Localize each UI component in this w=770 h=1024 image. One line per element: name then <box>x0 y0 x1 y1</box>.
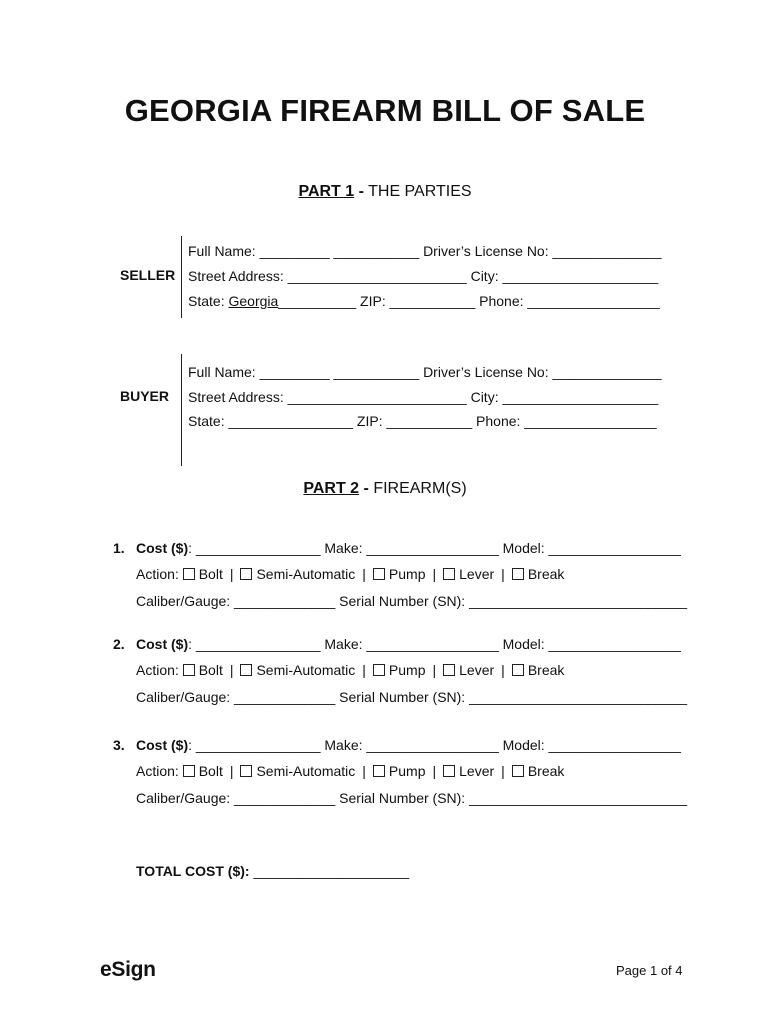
buyer-label: BUYER <box>120 388 170 404</box>
option-lever: Lever <box>459 566 495 582</box>
seller-state-line[interactable] <box>188 293 660 309</box>
cost-make-model-fields[interactable]: : ________________ Make: _________________ Model: _________________ <box>188 636 681 652</box>
option-pump: Pump <box>388 763 426 779</box>
option-pump: Pump <box>388 662 426 678</box>
cost-make-model-fields[interactable]: : ________________ Make: _________________ Model: _________________ <box>188 540 681 556</box>
part1-number: PART 1 <box>298 183 355 200</box>
buyer-name-line[interactable]: Full Name: _________ ___________ Driver’s License No: ______________ <box>188 364 662 380</box>
checkbox-bolt[interactable] <box>183 765 195 777</box>
separator: | <box>501 662 505 678</box>
checkbox-lever[interactable] <box>443 568 455 580</box>
firearm-cost-line[interactable] <box>136 540 681 556</box>
checkbox-lever[interactable] <box>443 664 455 676</box>
checkbox-semi-automatic[interactable] <box>240 664 252 676</box>
option-semi-automatic: Semi-Automatic <box>256 662 356 678</box>
firearm-action-line <box>136 763 564 779</box>
option-semi-automatic: Semi-Automatic <box>256 566 356 582</box>
buyer-address-line[interactable]: Street Address: _______________________ City: ____________________ <box>188 389 659 405</box>
checkbox-break[interactable] <box>512 664 524 676</box>
checkbox-bolt[interactable] <box>183 664 195 676</box>
total-cost-label: TOTAL COST ($): <box>136 863 250 879</box>
part2-dash: - <box>363 480 369 497</box>
checkbox-bolt[interactable] <box>183 568 195 580</box>
separator: | <box>229 566 234 582</box>
cost-label: Cost ($) <box>136 636 189 652</box>
option-bolt: Bolt <box>198 763 223 779</box>
seller-address-line[interactable]: Street Address: _______________________ City: ____________________ <box>188 268 659 284</box>
checkbox-semi-automatic[interactable] <box>240 568 252 580</box>
part2-heading <box>0 480 770 498</box>
separator: | <box>362 763 366 779</box>
separator: | <box>432 662 437 678</box>
part1-dash: - <box>358 183 364 200</box>
firearm-caliber-line[interactable]: Caliber/Gauge: _____________ Serial Number (SN): ____________________________ <box>136 790 688 806</box>
checkbox-pump[interactable] <box>373 765 385 777</box>
checkbox-pump[interactable] <box>373 568 385 580</box>
buyer-state-line[interactable]: State: ________________ ZIP: ___________ Phone: _________________ <box>188 413 657 429</box>
checkbox-semi-automatic[interactable] <box>240 765 252 777</box>
firearm-cost-line[interactable] <box>136 636 681 652</box>
option-bolt: Bolt <box>198 662 223 678</box>
esign-logo: eSign <box>100 958 156 981</box>
seller-state-value[interactable]: Georgia <box>228 293 279 309</box>
option-break: Break <box>527 566 565 582</box>
separator: | <box>432 763 437 779</box>
option-pump: Pump <box>388 566 426 582</box>
seller-name-line[interactable]: Full Name: _________ ___________ Driver’s License No: ______________ <box>188 243 662 259</box>
buyer-divider <box>181 354 182 466</box>
option-break: Break <box>527 662 565 678</box>
separator: | <box>432 566 437 582</box>
cost-label: Cost ($) <box>136 540 189 556</box>
checkbox-pump[interactable] <box>373 664 385 676</box>
option-lever: Lever <box>459 662 495 678</box>
seller-label: SELLER <box>120 267 176 283</box>
action-label: Action: <box>136 662 179 678</box>
part1-heading <box>0 183 770 201</box>
separator: | <box>229 763 234 779</box>
separator: | <box>229 662 234 678</box>
firearm-caliber-line[interactable]: Caliber/Gauge: _____________ Serial Number (SN): ____________________________ <box>136 593 688 609</box>
checkbox-break[interactable] <box>512 765 524 777</box>
firearm-action-line <box>136 566 564 582</box>
page-number: Page 1 of 4 <box>616 963 683 978</box>
cost-label: Cost ($) <box>136 737 189 753</box>
seller-state-prefix: State: <box>188 293 225 309</box>
part1-label: THE PARTIES <box>368 183 472 200</box>
separator: | <box>501 763 505 779</box>
action-label: Action: <box>136 763 179 779</box>
separator: | <box>501 566 505 582</box>
option-lever: Lever <box>459 763 495 779</box>
document-title: GEORGIA FIREARM BILL OF SALE <box>124 93 646 128</box>
action-label: Action: <box>136 566 179 582</box>
firearm-action-line <box>136 662 564 678</box>
firearm-number: 3. <box>113 737 125 753</box>
firearm-cost-line[interactable] <box>136 737 681 753</box>
firearm-caliber-line[interactable]: Caliber/Gauge: _____________ Serial Number (SN): ____________________________ <box>136 689 688 705</box>
total-cost-line[interactable] <box>136 863 409 879</box>
total-cost-field[interactable]: ____________________ <box>253 863 410 879</box>
part2-label: FIREARM(S) <box>373 480 467 497</box>
firearm-number: 2. <box>113 636 125 652</box>
separator: | <box>362 662 366 678</box>
seller-state-suffix[interactable]: __________ ZIP: ___________ Phone: _________________ <box>278 293 660 309</box>
separator: | <box>362 566 366 582</box>
checkbox-lever[interactable] <box>443 765 455 777</box>
option-bolt: Bolt <box>198 566 223 582</box>
seller-divider <box>181 236 182 318</box>
part2-number: PART 2 <box>303 480 360 497</box>
option-break: Break <box>527 763 565 779</box>
checkbox-break[interactable] <box>512 568 524 580</box>
cost-make-model-fields[interactable]: : ________________ Make: _________________ Model: _________________ <box>188 737 681 753</box>
option-semi-automatic: Semi-Automatic <box>256 763 356 779</box>
firearm-number: 1. <box>113 540 125 556</box>
